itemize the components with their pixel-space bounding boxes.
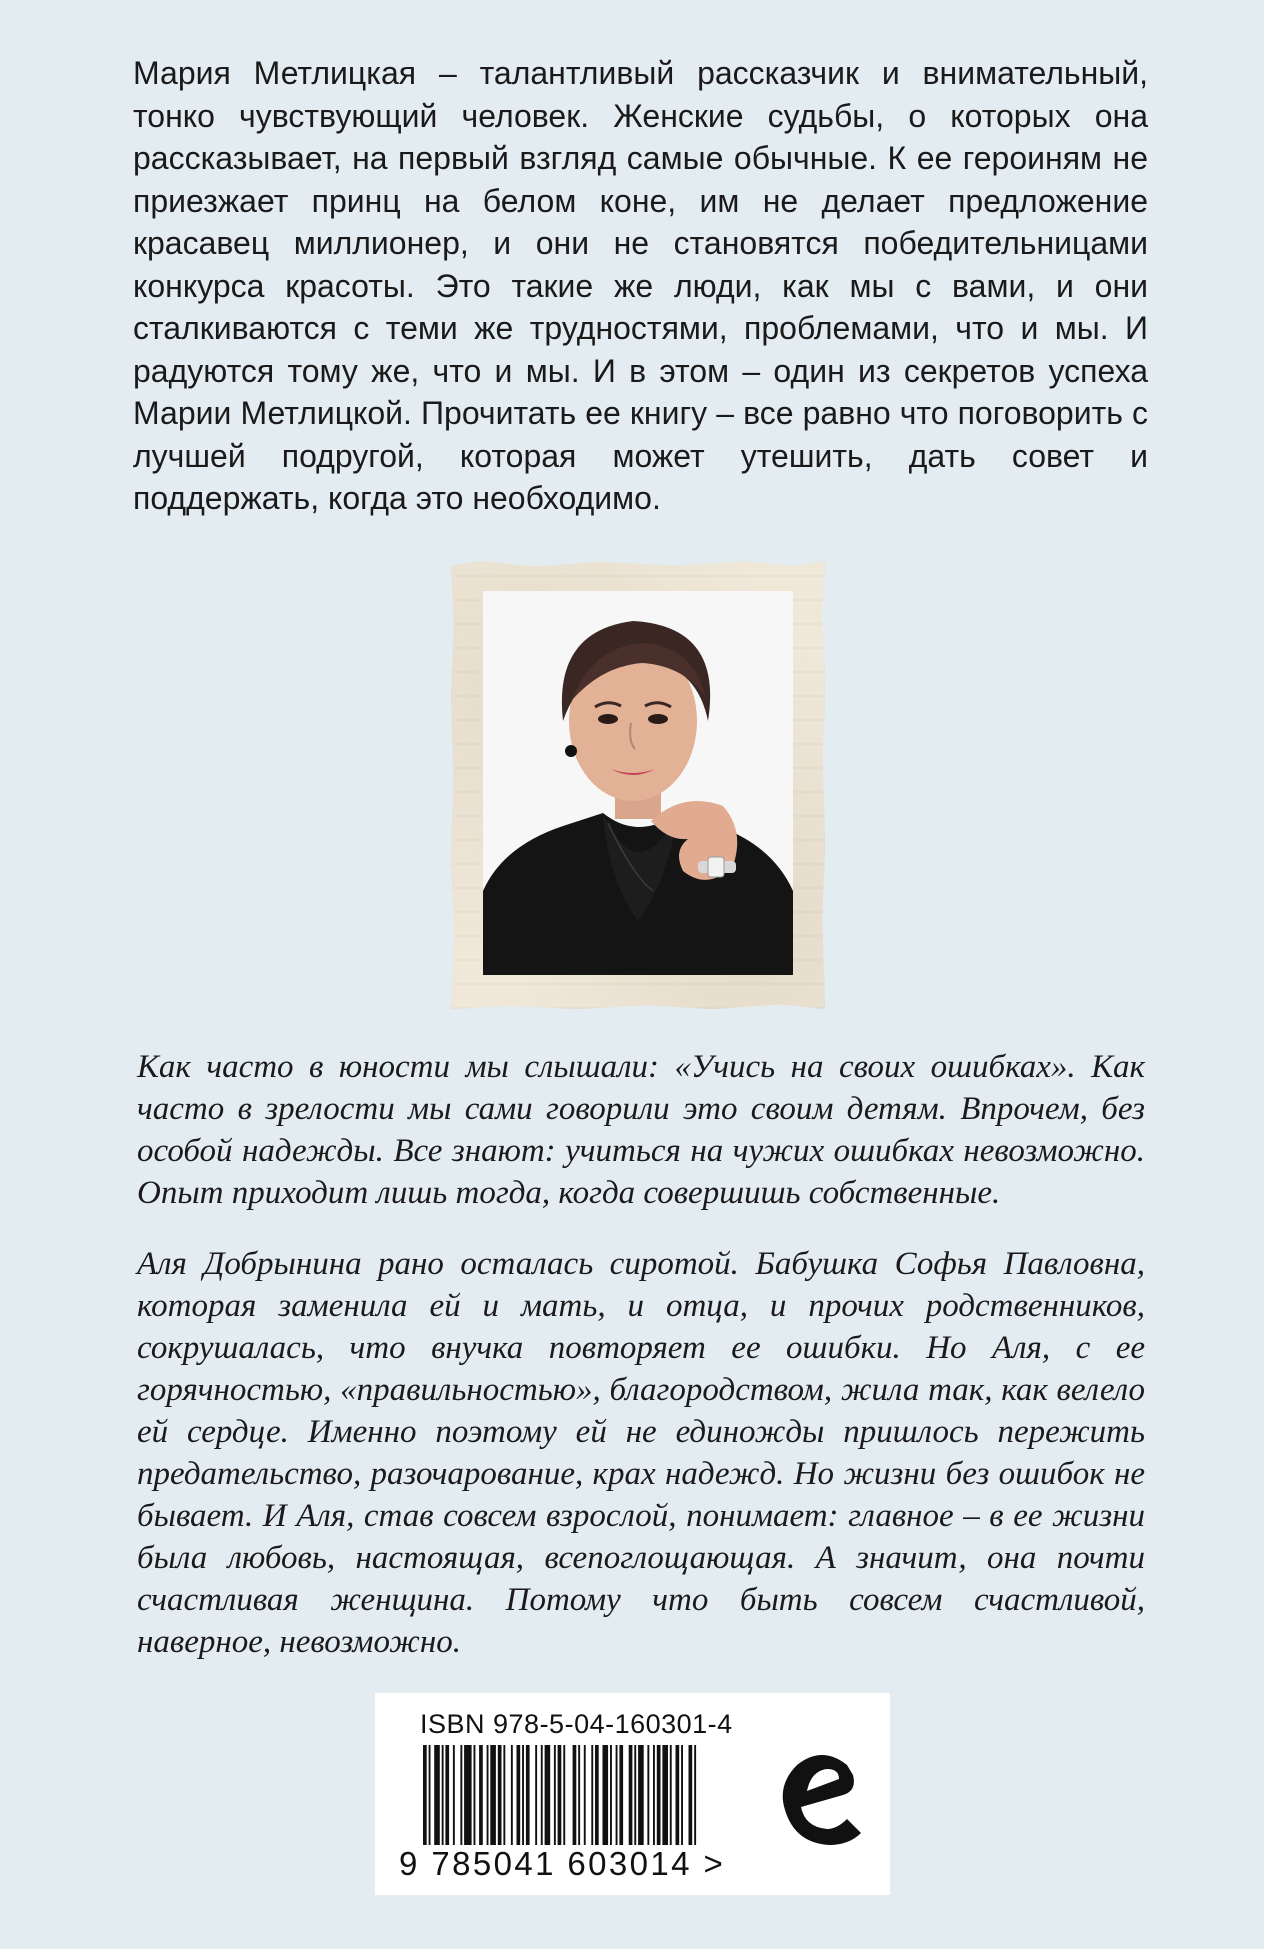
barcode-bar [554, 1745, 556, 1845]
barcode-bar [474, 1745, 476, 1845]
barcode-bar [578, 1745, 580, 1845]
barcode-bar [662, 1745, 668, 1845]
barcode-bar [526, 1745, 530, 1845]
barcode-bar [517, 1745, 521, 1845]
author-portrait-illustration [483, 591, 793, 975]
barcode-bar [603, 1745, 609, 1845]
barcode-bar [434, 1745, 440, 1845]
barcode-bar [657, 1745, 661, 1845]
author-bio: Мария Метлицкая – талантливый рассказчик и внимательный, тонко чувствующий человек. Женские судьбы, о которых она рассказывает, на первый взгляд самые обычные. К ее героиням не приезжает принц на белом коне, им не делает предложение красавец миллионер, и они не становятся победительницами конкурса красоты. Это такие же люди, как мы с вами, и они сталкиваются с теми же трудностями, проблемами, что и мы. И радуются тому же, что и мы. И в этом – один из секретов успеха Марии Метлицкой. Прочитать ее книгу – все равно что поговорить с лучшей подругой, которая может утешить, дать совет и поддержать, когда это необходимо. [133, 55, 1148, 516]
isbn-label: ISBN 978-5-04-160301-4 [420, 1709, 733, 1739]
barcode-bar [498, 1745, 502, 1845]
barcode-bar [670, 1745, 672, 1845]
barcode-bars [423, 1745, 753, 1847]
barcode-panel [375, 1693, 890, 1895]
barcode-bar [545, 1745, 551, 1845]
barcode-bar [460, 1745, 462, 1845]
barcode-bar [634, 1745, 636, 1845]
barcode-bar [479, 1745, 483, 1845]
barcode-bar [638, 1745, 644, 1845]
barcode-bar [541, 1745, 543, 1845]
barcode-bar [584, 1745, 586, 1845]
barcode-bar [676, 1745, 680, 1845]
blurb-paragraph: Как часто в юности мы слышали: «Учись на своих ошибках». Как часто в зрелости мы сами говорили это своим детям. Впрочем, без особой надежды. Все знают: учиться на чужих ошибках невозможно. Опыт приходит лишь тогда, когда совершишь собственные. [137, 1049, 1145, 1211]
barcode-bar [591, 1745, 593, 1845]
barcode-bar [442, 1745, 444, 1845]
barcode-bar [423, 1745, 427, 1845]
barcode-bar [647, 1745, 649, 1845]
barcode-bar [610, 1745, 612, 1845]
author-portrait [483, 591, 793, 975]
barcode-bar [619, 1745, 623, 1845]
barcode-bar [595, 1745, 599, 1845]
barcode-bar [503, 1745, 505, 1845]
barcode-bar [445, 1745, 449, 1845]
barcode-bar [453, 1745, 455, 1845]
barcode-bar [558, 1745, 562, 1845]
barcode-bar [694, 1745, 696, 1845]
barcode-bar [487, 1745, 489, 1845]
barcode-bar [689, 1745, 693, 1845]
barcode-bar [629, 1745, 633, 1845]
barcode-bar [464, 1745, 472, 1845]
blurb-paragraph: Аля Добрынина рано осталась сиротой. Бабушка Софья Павловна, которая заменила ей и мать, и отца, и прочих родственников, сокрушалась, что внучка повторяет ее ошибки. Но Аля, с ее горячностью, «правильностью», благородством, жила так, как велело ей сердце. Именно поэтому ей не единожды пришлось пережить предательство, разочарование, крах надежд. Но жизни без ошибок не бывает. И Аля, став совсем взрослой, понимает: главное – в ее жизни была любовь, настоящая, всепоглощающая. А значит, она почти счастливая женщина. Потому что быть совсем счастливой, наверное, невозможно. [137, 1246, 1145, 1660]
barcode-bar [522, 1745, 524, 1845]
barcode-bar [681, 1745, 683, 1845]
barcode-bar [535, 1745, 537, 1845]
barcode-bar [490, 1745, 496, 1845]
barcode-bar [511, 1745, 513, 1845]
eksmo-logo-icon [777, 1745, 863, 1853]
ean-digits: 9 785041 603014 > [399, 1845, 726, 1882]
barcode-bar [573, 1745, 577, 1845]
barcode-bar [563, 1745, 565, 1845]
barcode-bar [653, 1745, 655, 1845]
barcode-bar [429, 1745, 431, 1845]
barcode-bar [616, 1745, 618, 1845]
